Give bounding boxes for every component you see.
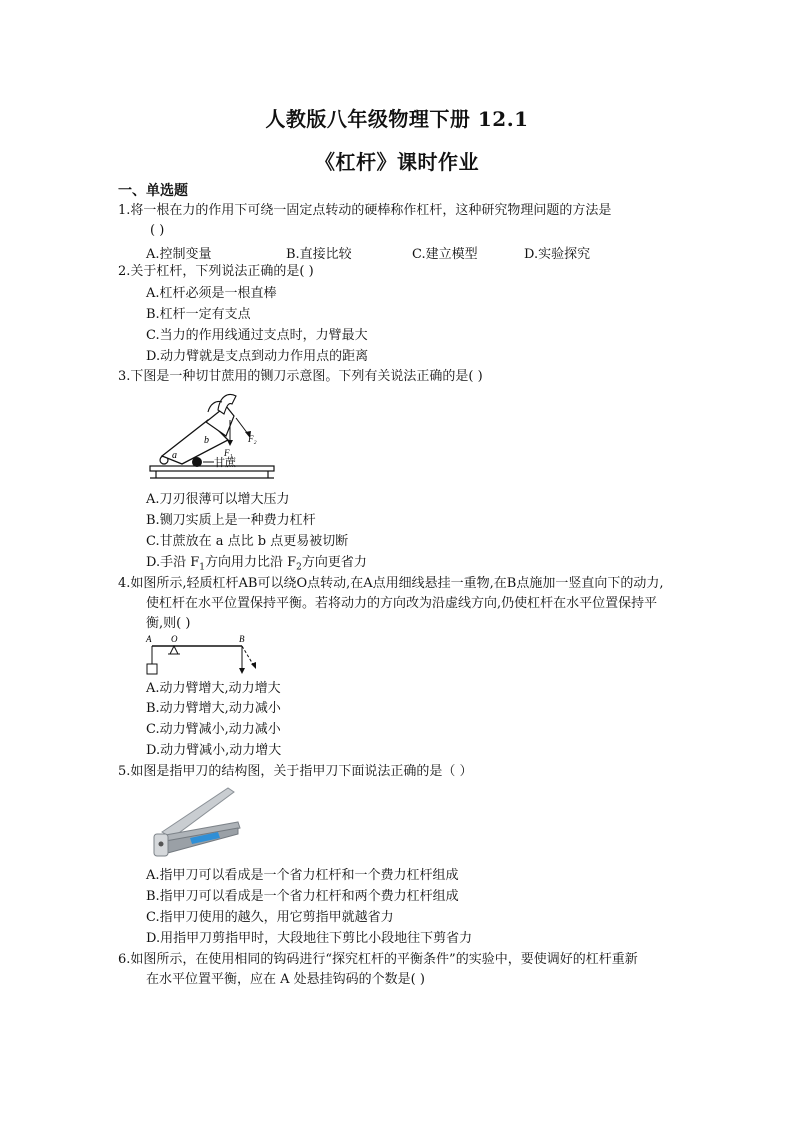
nail-clipper-image <box>150 782 246 862</box>
q3-option-b: B.铡刀实质上是一种费力杠杆 <box>146 513 316 528</box>
q5-option-b: B.指甲刀可以看成是一个省力杠杆和两个费力杠杆组成 <box>146 889 459 904</box>
q5-option-c: C.指甲刀使用的越久，用它剪指甲就越省力 <box>146 910 394 925</box>
q4-option-c: C.动力臂减小,动力减小 <box>146 722 281 737</box>
label-o-point: O <box>171 634 178 644</box>
title-line-2: 《杠杆》课时作业 <box>315 150 479 174</box>
label-a: a <box>172 450 177 461</box>
q4-option-a: A.动力臂增大,动力增大 <box>146 681 281 696</box>
q1-stem: 1.将一根在力的作用下可绕一固定点转动的硬棒称作杠杆，这种研究物理问题的方法是 <box>118 203 612 218</box>
label-f1: F₁ <box>224 448 233 458</box>
q2-option-d: D.动力臂就是支点到动力作用点的距离 <box>146 349 369 364</box>
q3-option-d: D.手沿 $F_1$方向用力比沿 $F_2$方向更省力 <box>146 555 367 573</box>
q2-option-a: A.杠杆必须是一根直棒 <box>146 286 277 301</box>
label-f2: F₂ <box>248 434 257 444</box>
q2-stem: 2.关于杠杆，下列说法正确的是( ) <box>118 264 314 279</box>
guillotine-cutter-figure <box>148 390 278 480</box>
q6-stem-line-2: 在水平位置平衡，应在 A 处悬挂钩码的个数是( ) <box>146 972 425 987</box>
q1-option-d: D.实验探究 <box>524 247 591 262</box>
q1-paren: ( ) <box>150 223 165 238</box>
q1-option-c: C.建立模型 <box>412 247 478 262</box>
q6-stem-line-1: 6.如图所示，在使用相同的钩码进行“探究杠杆的平衡条件”的实验中，要使调好的杠杆重新 <box>118 952 638 967</box>
q4-option-d: D.动力臂减小,动力增大 <box>146 743 282 758</box>
q2-option-c: C.当力的作用线通过支点时，力臂最大 <box>146 328 368 343</box>
label-b-point: B <box>239 634 245 644</box>
q5-option-a: A.指甲刀可以看成是一个省力杠杆和一个费力杠杆组成 <box>146 868 459 883</box>
q4-stem-line-2: 使杠杆在水平位置保持平衡。若将动力的方向改为沿虚线方向,仍使杠杆在水平位置保持平 <box>146 596 658 611</box>
q5-option-d: D.用指甲刀剪指甲时，大段地往下剪比小段地往下剪省力 <box>146 931 473 946</box>
q4-stem-line-1: 4.如图所示,轻质杠杆AB可以绕O点转动,在A点用细线悬挂一重物,在B点施加一竖直向下的动力, <box>118 576 664 591</box>
q3-option-c: C.甘蔗放在 a 点比 b 点更易被切断 <box>146 534 349 549</box>
q3-stem: 3.下图是一种切甘蔗用的铡刀示意图。下列有关说法正确的是( ) <box>118 369 483 384</box>
q5-stem: 5.如图是指甲刀的结构图，关于指甲刀下面说法正确的是（ ） <box>118 764 473 779</box>
q1-option-a: A.控制变量 <box>146 247 212 262</box>
q2-option-b: B.杠杆一定有支点 <box>146 307 251 322</box>
q1-option-b: B.直接比较 <box>286 247 352 262</box>
section-heading: 一、单选题 <box>118 183 188 199</box>
q4-stem-line-3: 衡,则( ) <box>146 616 191 631</box>
label-b: b <box>204 435 209 446</box>
q3-option-a: A.刀刃很薄可以增大压力 <box>146 492 290 507</box>
label-a-point: A <box>146 634 152 644</box>
q4-option-b: B.动力臂增大,动力减小 <box>146 701 281 716</box>
title-line-1: 人教版八年级物理下册 12.1 <box>265 107 529 131</box>
label-sugarcane: 甘蔗 <box>214 456 236 469</box>
lever-ab-figure <box>144 634 264 678</box>
